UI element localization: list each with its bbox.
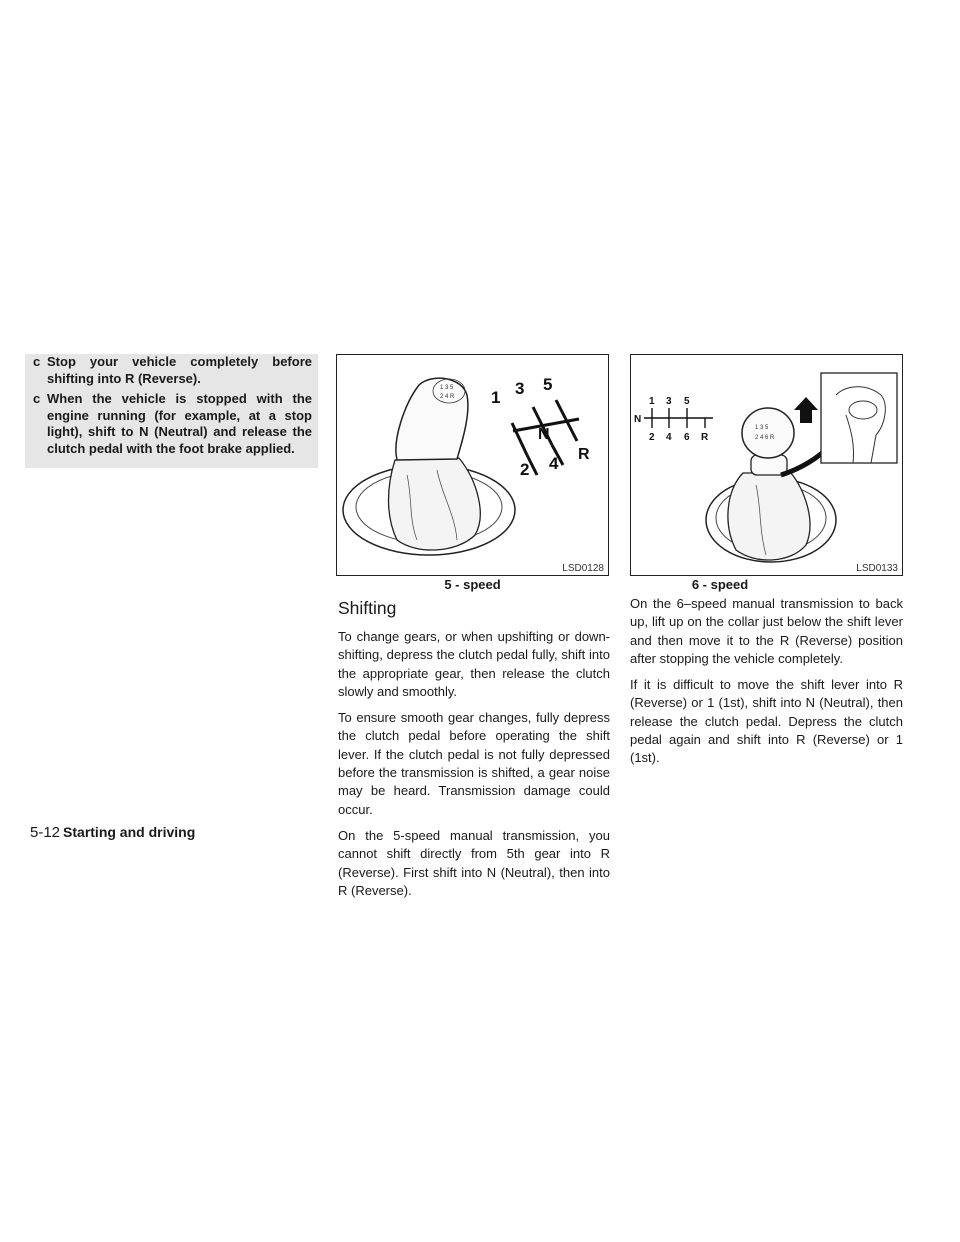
section-title: Shifting bbox=[338, 598, 397, 618]
paragraph: On the 5-speed manual transmission, you cannot shift directly from 5th gear into R (Reverse). First shift into N (Neutral), then into R (Reverse). bbox=[338, 827, 610, 898]
warning-text: Stop your vehicle completely before shifting into R (Reverse). bbox=[47, 354, 312, 386]
svg-text:2 4 6 R: 2 4 6 R bbox=[755, 435, 775, 441]
figure-caption: 6 - speed bbox=[691, 577, 749, 592]
gear-label-3: 3 bbox=[666, 396, 672, 407]
gear-label-neutral: N bbox=[538, 426, 550, 443]
paragraph: If it is difficult to move the shift lever into R (Reverse) or 1 (1st), shift into N (Neutral), then release the clutch pedal. Depress the clutch pedal again and shift into R (Reverse) or 1 (1st). bbox=[630, 677, 903, 766]
gear-label-neutral: N bbox=[634, 414, 642, 425]
gear-label-1: 1 bbox=[649, 396, 655, 407]
warning-item bbox=[33, 391, 312, 457]
gear-label-2: 2 bbox=[649, 432, 655, 443]
svg-text:1 3 5: 1 3 5 bbox=[440, 385, 454, 391]
text-column-left bbox=[338, 628, 610, 908]
warning-text: When the vehicle is stopped with the engine running (for example, at a stop light), shift to N (Neutral) and release the clutch pedal with the foot brake applied. bbox=[47, 391, 312, 456]
paragraph: To change gears, or when upshifting or down-shifting, depress the clutch pedal fully, shift into the appropriate gear, then release the clutch slowly and smoothly. bbox=[338, 629, 610, 699]
figure-code: LSD0128 bbox=[562, 563, 604, 574]
page-number: 5-12 bbox=[30, 824, 61, 841]
figure-caption: 5 - speed bbox=[444, 577, 501, 592]
bullet-icon: c bbox=[33, 391, 41, 406]
shift-lever-6-speed-illustration bbox=[631, 355, 903, 576]
gear-label-3: 3 bbox=[515, 379, 525, 398]
bullet-icon: c bbox=[33, 354, 41, 369]
figure-6-speed bbox=[630, 354, 903, 576]
paragraph: To ensure smooth gear changes, fully depress the clutch pedal before operating the shift lever. If the clutch pedal is not fully depressed before the transmission is shifted, a gear noise may be heard. Transmission damage could occur. bbox=[338, 710, 610, 817]
gear-label-4: 4 bbox=[666, 432, 672, 443]
gear-label-reverse: R bbox=[578, 446, 590, 463]
gear-label-2: 2 bbox=[520, 460, 530, 479]
gear-label-5: 5 bbox=[543, 375, 553, 394]
shift-lever-5-speed-illustration bbox=[337, 355, 609, 576]
page-footer bbox=[30, 824, 195, 841]
gear-label-reverse: R bbox=[701, 432, 709, 443]
warning-item bbox=[33, 354, 312, 387]
paragraph: On the 6–speed manual transmission to back up, lift up on the collar just below the shift lever and then move it to the R (Reverse) position after stopping the vehicle completely. bbox=[630, 596, 903, 666]
gear-label-6: 6 bbox=[684, 432, 690, 443]
text-column-right bbox=[630, 595, 903, 776]
svg-text:1 3 5: 1 3 5 bbox=[755, 425, 769, 431]
figure-code: LSD0133 bbox=[856, 563, 898, 574]
gear-label-1: 1 bbox=[491, 388, 501, 407]
figure-5-speed bbox=[336, 354, 609, 576]
gear-label-5: 5 bbox=[684, 396, 690, 407]
footer-section-title: Starting and driving bbox=[63, 824, 196, 840]
svg-text:2 4 R: 2 4 R bbox=[440, 394, 455, 400]
warning-box bbox=[25, 354, 318, 468]
gear-label-4: 4 bbox=[549, 454, 559, 473]
